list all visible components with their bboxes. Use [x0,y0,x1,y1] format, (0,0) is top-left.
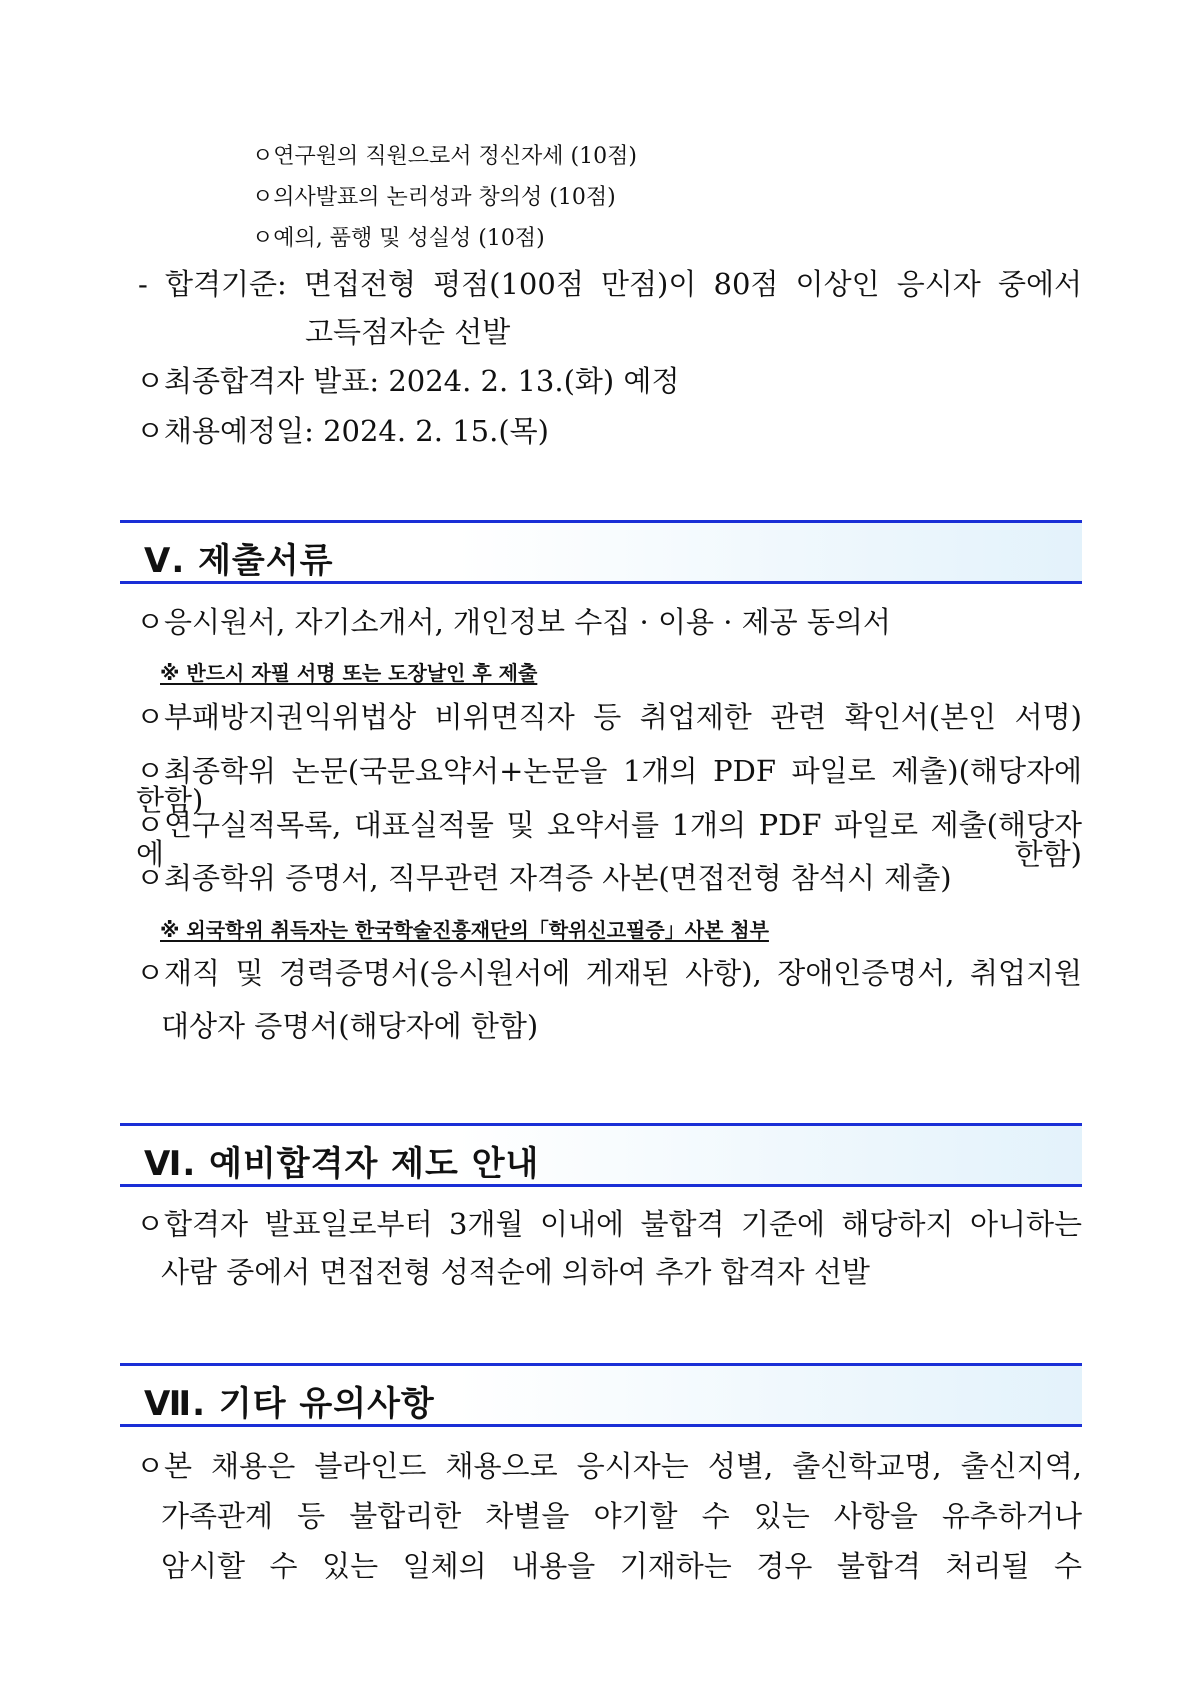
doc-item-research-text: ㅇ연구실적목록, 대표실적물 및 요약서를 1개의 PDF 파일로 제출(해당자에 한함) [136,808,1082,871]
section-header-reserve [120,1123,1082,1187]
doc-note-foreign-degree: ※ 외국학위 취득자는 한국학술진흥재단의「학위신고필증」사본 첨부 [160,918,769,942]
notes-line3: 암시할 수 있는 일체의 내용을 기재하는 경우 불합격 처리될 수 [161,1549,1082,1583]
criteria-item-1: ㅇ연구원의 직원으로서 정신자세 (10점) [252,144,637,169]
notes-line1: ㅇ본 채용은 블라인드 채용으로 응시자는 성별, 출신학교명, 출신지역, [136,1449,1082,1483]
doc-item-employment-line1: ㅇ재직 및 경력증명서(응시원서에 게재된 사항), 장애인증명서, 취업지원 [136,956,1082,990]
reserve-line1: ㅇ합격자 발표일로부터 3개월 이내에 불합격 기준에 해당하지 아니하는 [136,1207,1082,1241]
section-header-documents [120,520,1082,584]
pass-standard [138,267,1082,301]
criteria-item-2: ㅇ의사발표의 논리성과 창의성 (10점) [252,185,616,210]
reserve-text [136,1207,1082,1241]
notes-line1-wrap [136,1449,1082,1483]
doc-item-confirmation-text: ㅇ부패방지권익위법상 비위면직자 등 취업제한 관련 확인서(본인 서명) [136,700,1082,734]
doc-note-signature: ※ 반드시 자필 서명 또는 도장날인 후 제출 [160,661,538,685]
section-header-notes [120,1363,1082,1427]
doc-item-degree: ㅇ최종학위 증명서, 직무관련 자격증 사본(면접전형 참석시 제출) [136,861,952,895]
pass-standard-line1: - 합격기준: 면접전형 평점(100점 만점)이 80점 이상인 응시자 중에서 [138,267,1082,301]
notes-line2-wrap [161,1499,1082,1533]
doc-item-thesis-text: ㅇ최종학위 논문(국문요약서+논문을 1개의 PDF 파일로 제출)(해당자에 한함) [136,754,1082,817]
doc-item-employment [136,956,1082,990]
doc-item-employment-line2: 대상자 증명서(해당자에 한함) [161,1009,539,1043]
doc-item-application: ㅇ응시원서, 자기소개서, 개인정보 수집 · 이용 · 제공 동의서 [136,605,891,639]
pass-standard-line2: 고득점자순 선발 [305,315,511,349]
doc-item-confirmation [136,700,1082,734]
section-title-documents: Ⅴ. 제출서류 [144,541,334,581]
criteria-item-3: ㅇ예의, 품행 및 성실성 (10점) [252,226,545,251]
section-title-notes: Ⅶ. 기타 유의사항 [144,1384,435,1424]
final-announcement: ㅇ최종합격자 발표: 2024. 2. 13.(화) 예정 [136,364,680,398]
notes-line3-wrap [161,1549,1082,1583]
doc-item-thesis [136,754,1082,817]
notes-line2: 가족관계 등 불합리한 차별을 야기할 수 있는 사항을 유추하거나 [161,1499,1082,1533]
section-title-reserve: Ⅵ. 예비합격자 제도 안내 [144,1144,540,1184]
reserve-line2: 사람 중에서 면접전형 성적순에 의하여 추가 합격자 선발 [161,1255,870,1289]
hire-date: ㅇ채용예정일: 2024. 2. 15.(목) [136,414,549,448]
